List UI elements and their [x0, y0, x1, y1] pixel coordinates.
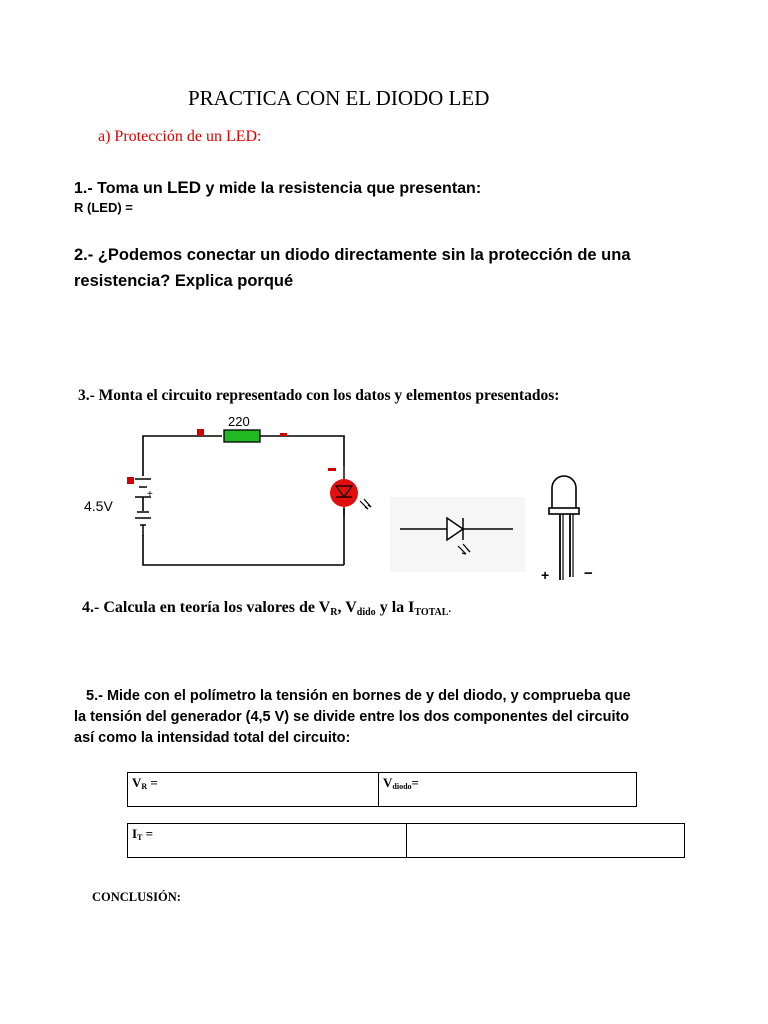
vr-label: V	[132, 775, 142, 790]
vd-label: V	[383, 775, 393, 790]
vd-eq: =	[411, 775, 419, 790]
vr-cell[interactable]	[128, 773, 379, 807]
q4-text-mid2: y la I	[375, 599, 415, 616]
q4-text-mid1: , V	[337, 599, 357, 616]
resistor-icon	[224, 430, 260, 442]
question-5	[74, 686, 714, 749]
q4-sub-r: R	[330, 607, 338, 618]
q4-end: .	[448, 604, 451, 615]
q1-text-after: y mide la resistencia que presentan:	[201, 180, 482, 197]
terminal-marker	[197, 429, 204, 436]
q2-line-1: 2.- ¿Podemos conectar un diodo directamente sin la protección de una	[74, 246, 631, 264]
q5-line-2: la tensión del generador (4,5 V) se divide entre los dos componentes del circuito	[74, 709, 630, 725]
it-cell[interactable]	[128, 824, 407, 858]
current-table	[127, 823, 685, 858]
it-sub: T	[137, 833, 143, 842]
terminal-marker	[280, 433, 287, 436]
vr-sub: R	[141, 782, 148, 791]
battery-plus-sign: +	[147, 489, 153, 500]
page-title: PRACTICA CON EL DIODO LED	[188, 86, 490, 110]
conclusion-heading: CONCLUSIÓN:	[92, 890, 181, 904]
q1-resistance-line: R (LED) =	[74, 200, 133, 215]
it-answer-cell[interactable]	[407, 824, 685, 858]
led-minus-terminal: −	[584, 565, 593, 582]
it-eq: =	[142, 826, 154, 841]
q4-sub-total: TOTAL	[414, 607, 449, 618]
led-component-icon	[549, 476, 579, 580]
terminal-marker	[127, 477, 134, 484]
battery-voltage: 4.5V	[84, 498, 113, 514]
voltage-table	[127, 772, 637, 807]
q1-text-before: 1.- Toma un	[74, 180, 168, 197]
question-4	[82, 599, 451, 618]
question-3: 3.- Monta el circuito representado con los datos y elementos presentados:	[78, 387, 560, 404]
q1-led-word: LED	[167, 178, 202, 197]
diode-symbol	[390, 497, 525, 572]
section-a-heading: a) Protección de un LED:	[98, 128, 262, 145]
it-label: I	[132, 826, 138, 841]
circuit-wires	[143, 436, 344, 565]
terminal-marker	[328, 468, 336, 471]
vdiodo-cell[interactable]	[379, 773, 637, 807]
led-plus-terminal: +	[541, 567, 550, 583]
led-icon	[330, 466, 371, 515]
resistor-value: 220	[228, 414, 250, 429]
q5-line-3: así como la intensidad total del circuito:	[74, 730, 351, 746]
q5-line-1: 5.- Mide con el polímetro la tensión en bornes de y del diodo, y comprueba que	[86, 688, 631, 704]
q4-text: 4.- Calcula en teoría los valores de V	[82, 599, 331, 616]
vd-sub: diodo	[392, 782, 412, 791]
q4-sub-diodo: dido	[356, 607, 376, 618]
q2-line-2: resistencia? Explica porqué	[74, 272, 294, 290]
vr-eq: =	[147, 775, 158, 790]
